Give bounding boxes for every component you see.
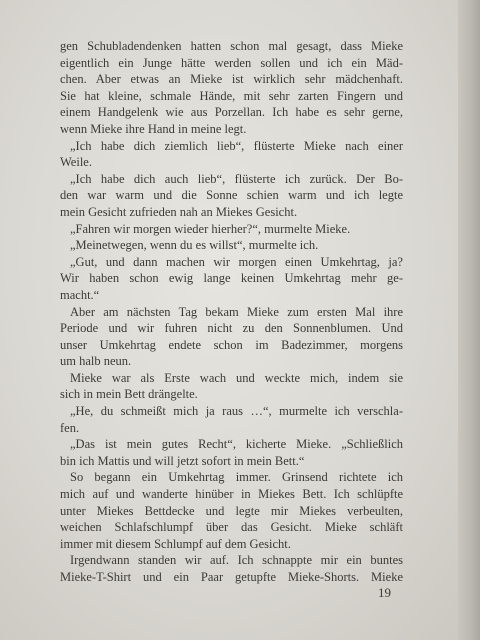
text-line: sich in mein Bett drängelte. xyxy=(60,387,198,402)
page-body-text xyxy=(60,38,403,586)
page-number: 19 xyxy=(378,585,391,600)
text-line: Mieke-T-Shirt und ein Paar getupfte Mieke-Shorts. Mieke xyxy=(60,570,403,584)
text-line: „Ich habe dich ziemlich lieb“, flüsterte Mieke nach einer xyxy=(70,138,403,153)
text-line: einem Handgelenk wie aus Porzellan. Ich habe es sehr gerne, xyxy=(60,105,403,120)
text-line: unser Umkehrtag endete schon im Badezimmer, morgens xyxy=(60,337,403,352)
text-line: Irgendwann standen wir auf. Ich schnappte mir ein buntes xyxy=(70,553,403,568)
text-line: „Meinetwegen, wenn du es willst“, murmelte ich. xyxy=(70,238,319,253)
text-line: immer mit diesem Schlumpf auf dem Gesicht. xyxy=(60,536,291,551)
text-line: wenn Mieke ihre Hand in meine legt. xyxy=(60,121,247,136)
text-line: eigentlich ein Junge hätte werden sollen und ich ein Mäd- xyxy=(60,55,403,70)
text-line: mein Gesicht zufrieden nah an Miekes Gesicht. xyxy=(60,204,298,219)
text-line: Aber am nächsten Tag bekam Mieke zum ersten Mal ihre xyxy=(70,304,403,319)
text-line: fen. xyxy=(60,420,80,435)
text-line: Mieke war als Erste wach und weckte mich, indem sie xyxy=(70,370,403,385)
text-line: chen. Aber etwas an Mieke ist wirklich sehr mädchenhaft. xyxy=(60,72,403,87)
text-line: um halb neun. xyxy=(60,354,132,369)
text-line: Periode und wir fuhren nicht zu den Sonnenblumen. Und xyxy=(60,321,403,336)
text-line: macht.“ xyxy=(60,287,100,302)
text-line: Weile. xyxy=(60,155,92,170)
text-line: So begann ein Umkehrtag immer. Grinsend richtete ich xyxy=(70,470,403,485)
text-line: „Gut, und dann machen wir morgen einen Umkehrtag, ja? xyxy=(70,254,403,269)
text-line: mich auf und wanderte hinüber in Miekes Bett. Ich schlüpfte xyxy=(60,487,403,502)
text-line: Wir haben schon ewig lange keinen Umkehrtag mehr ge- xyxy=(60,271,403,286)
text-line: „Das ist mein gutes Recht“, kicherte Mieke. „Schließlich xyxy=(70,437,403,452)
page-edge-shadow xyxy=(458,0,480,640)
text-line: bin ich Mattis und will jetzt sofort in mein Bett.“ xyxy=(60,453,305,468)
text-line: weichen Schlafschlumpf über das Gesicht. Mieke schläft xyxy=(60,520,403,535)
text-line: unter Miekes Bettdecke und legte mir Miekes verbeulten, xyxy=(60,503,403,518)
text-line: „Ich habe dich auch lieb“, flüsterte ich zurück. Der Bo- xyxy=(70,171,403,186)
text-line: gen Schubladendenken hatten schon mal gesagt, dass Mieke xyxy=(60,39,403,53)
text-line: „He, du schmeißt mich ja raus …“, murmelte ich verschla- xyxy=(70,404,403,419)
text-line: „Fahren wir morgen wieder hierher?“, murmelte Mieke. xyxy=(70,221,351,236)
text-line: den war warm und die Sonne schien warm und ich legte xyxy=(60,188,403,203)
text-line: Sie hat kleine, schmale Hände, mit sehr zarten Fingern und xyxy=(60,88,403,103)
